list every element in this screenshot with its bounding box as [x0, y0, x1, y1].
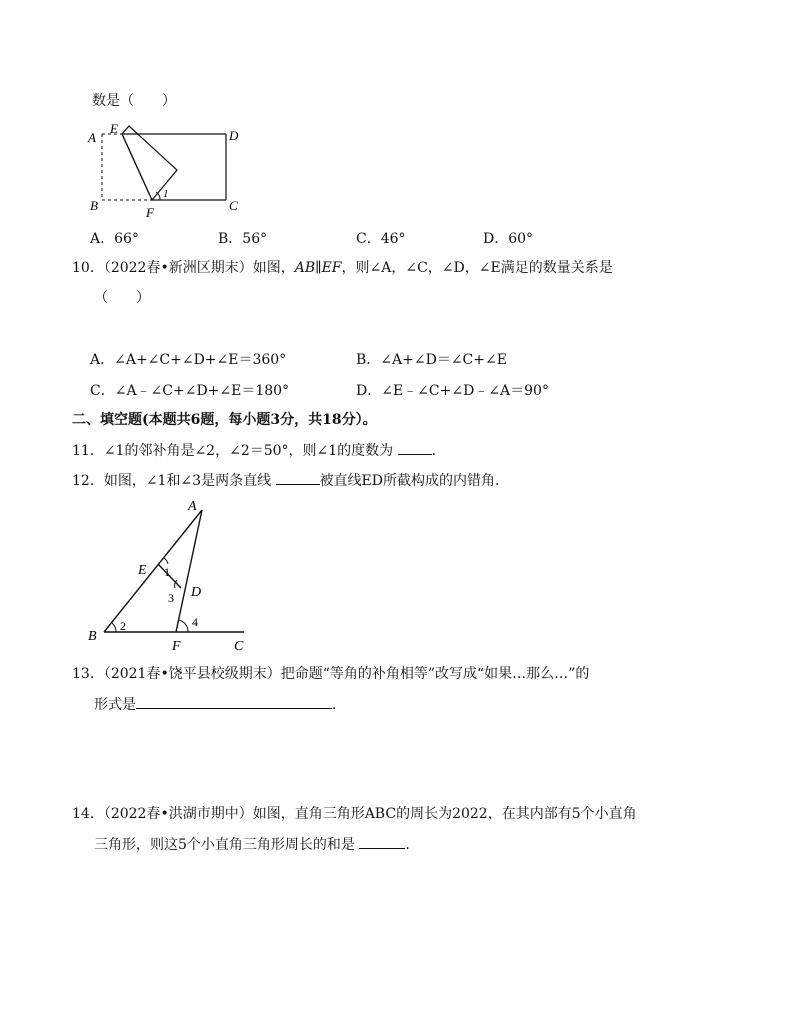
- q10-option-a: A．∠A+∠C+∠D+∠E＝360°: [90, 352, 287, 368]
- q12-label-F: F: [172, 639, 181, 654]
- q9-label-E: E: [110, 121, 118, 136]
- q9-label-B: B: [90, 198, 98, 213]
- q12-figure: [84, 496, 264, 656]
- q12-label-B: B: [88, 629, 97, 644]
- q9-option-b: B．56°: [218, 231, 268, 247]
- q14-answer-blank[interactable]: [359, 834, 405, 849]
- q9-label-C: C: [229, 198, 238, 213]
- q10-answer-paren: （ ）: [94, 290, 150, 306]
- q9-label-1: 1: [163, 188, 169, 200]
- q10-stem-math: AB∥EF: [294, 260, 342, 276]
- q12-label-2: 2: [120, 619, 126, 633]
- q12-label-E: E: [138, 563, 147, 578]
- q12-text-before: 12．如图，∠1和∠3是两条直线: [72, 473, 272, 489]
- q11-text-before: 11．∠1的邻补角是∠2，∠2＝50°，则∠1的度数为: [72, 443, 394, 459]
- q12-label-D: D: [191, 585, 202, 600]
- q10-option-b: B．∠A+∠D＝∠C+∠E: [356, 352, 507, 368]
- q13-text-before: 形式是: [94, 697, 136, 713]
- section-2-title: 二、填空题(本题共6题，每小题3分，共18分）。: [72, 412, 377, 428]
- q14-stem-line1: 14．（2022春•洪湖市期中）如图，直角三角形ABC的周长为2022，在其内部有5个小直角: [72, 806, 637, 822]
- q10-option-d: D．∠E﹣∠C+∠D﹣∠A＝90°: [356, 383, 549, 399]
- q14-stem-line2: [94, 834, 419, 855]
- q9-label-D: D: [229, 128, 239, 143]
- q9-label-A: A: [88, 130, 96, 145]
- q9-stem-tail: 数是（ ）: [92, 93, 176, 109]
- q12-label-C: C: [234, 639, 244, 654]
- q13-stem-line1: 13．（2021春•饶平县校级期末）把命题“等角的补角相等”改写成“如果…那么…”的: [72, 666, 590, 682]
- q11-text-after: ．: [431, 443, 446, 459]
- q10-stem-suffix: ，则∠A，∠C，∠D，∠E满足的数量关系是: [341, 260, 613, 276]
- q11-answer-blank[interactable]: [398, 440, 432, 455]
- q12-label-3: 3: [168, 591, 174, 605]
- q12-stem: [72, 470, 509, 491]
- q9-option-c: C．46°: [356, 231, 406, 247]
- q13-text-after: ．: [332, 697, 346, 713]
- q12-label-4: 4: [192, 615, 198, 629]
- q12-label-1: 1: [164, 565, 170, 579]
- q9-figure: [84, 120, 254, 220]
- q9-option-a: A．66°: [90, 231, 139, 247]
- q13-answer-blank[interactable]: [136, 694, 332, 709]
- q10-option-c: C．∠A﹣∠C+∠D+∠E＝180°: [90, 383, 290, 399]
- q11-stem: [72, 440, 446, 461]
- q13-stem-line2: [94, 694, 346, 715]
- q12-text-after: 被直线ED所截构成的内错角．: [319, 473, 509, 489]
- q14-text-before: 三角形，则这5个小直角三角形周长的和是: [94, 837, 355, 853]
- q10-stem: [72, 258, 613, 278]
- q9-option-d: D．60°: [483, 231, 534, 247]
- q10-stem-prefix: 10．（2022春•新洲区期末）如图，: [72, 260, 295, 276]
- q12-answer-blank[interactable]: [276, 470, 320, 485]
- q14-text-after: ．: [405, 837, 420, 853]
- q9-label-F: F: [146, 205, 154, 220]
- q12-label-A: A: [188, 499, 197, 514]
